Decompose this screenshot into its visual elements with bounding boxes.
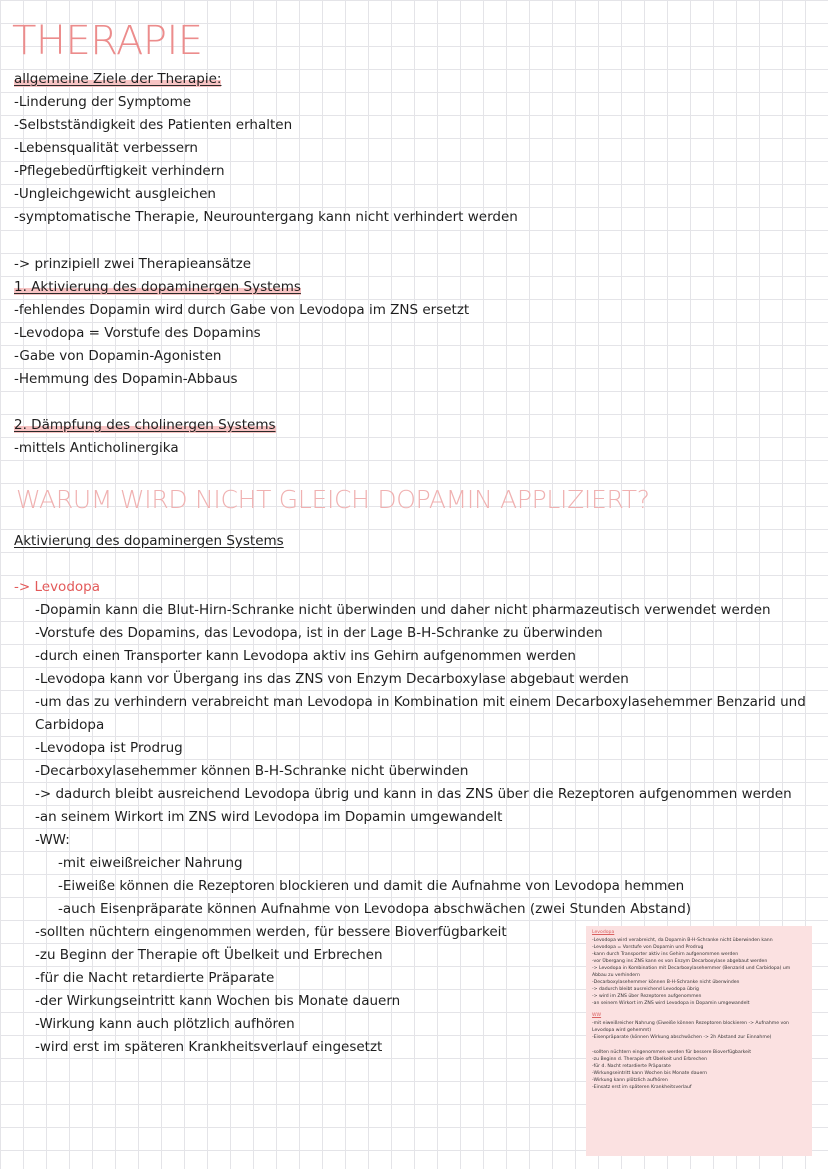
note-ww-heading: WW bbox=[592, 1013, 602, 1018]
note-line: -Decarboxylasehemmer können B-H-Schranke nicht überwinden bbox=[592, 980, 740, 985]
levodopa-item: -WW: bbox=[35, 832, 70, 848]
goal-item: -Ungleichgewicht ausgleichen bbox=[14, 186, 216, 202]
note-ww-line: Levodopa wird gehemmt) bbox=[592, 1028, 651, 1033]
goal-item: -Linderung der Symptome bbox=[14, 94, 192, 110]
final-item: -wird erst im späteren Krankheitsverlauf eingesetzt bbox=[35, 1039, 383, 1055]
levodopa-item: -Decarboxylasehemmer können B-H-Schranke nicht überwinden bbox=[35, 763, 469, 779]
note-final-line: -sollten nüchtern eingenommen werden für bessere Bioverfügbarkeit bbox=[592, 1050, 752, 1055]
ww-item: -Eiweiße können die Rezeptoren blockieren und damit die Aufnahme von Levodopa hemmen bbox=[58, 878, 685, 894]
note-final-line: -für d. Nacht retardierte Präparate bbox=[592, 1064, 671, 1069]
note-final-line: -Einsatz erst im späteren Krankheitsverlauf bbox=[592, 1085, 692, 1090]
levodopa-item: -> dadurch bleibt ausreichend Levodopa übrig und kann in das ZNS über die Rezeptoren aufgenommen werden bbox=[35, 786, 792, 802]
goals-heading: allgemeine Ziele der Therapie: bbox=[14, 71, 222, 87]
approach1-item: -Hemmung des Dopamin-Abbaus bbox=[14, 371, 238, 387]
approach1-item: -Gabe von Dopamin-Agonisten bbox=[14, 348, 222, 364]
note-final-line: -zu Beginn d. Therapie oft Übelkeit und Erbrechen bbox=[592, 1057, 708, 1062]
note-line: Abbau zu verhindern bbox=[592, 973, 640, 978]
levodopa-item: -Levodopa ist Prodrug bbox=[35, 740, 183, 756]
summary-note bbox=[586, 926, 812, 1156]
note-line: -> dadurch bleibt ausreichend Levodopa übrig bbox=[592, 987, 699, 992]
activation-heading: Aktivierung des dopaminergen Systems bbox=[14, 533, 284, 549]
note-line: -> Levodopa in Kombination mit Decarboxylasehemmer (Benzarid und Carbidopa) um bbox=[592, 966, 791, 971]
approach2-item: -mittels Anticholinergika bbox=[14, 440, 179, 456]
note-ww-line: -Eisenpräparate (können Wirkung abschwächen -> 2h Abstand zur Einnahme) bbox=[592, 1035, 772, 1040]
levodopa-item: -an seinem Wirkort im ZNS wird Levodopa im Dopamin umgewandelt bbox=[35, 809, 503, 825]
note-line: -vor Übergang ins ZNS kann es von Enzym Decarboxylase abgebaut werden bbox=[592, 959, 768, 964]
note-line: -kann durch Transporter aktiv ins Gehirn aufgenommen werden bbox=[592, 952, 739, 957]
note-line: -Levodopa wird verabreicht, da Dopamin B-H-Schranke nicht überwinden kann bbox=[592, 938, 773, 943]
final-item: -der Wirkungseintritt kann Wochen bis Monate dauern bbox=[35, 993, 401, 1009]
final-item: -sollten nüchtern eingenommen werden, für bessere Bioverfügbarkeit bbox=[35, 924, 507, 940]
levodopa-item: -Dopamin kann die Blut-Hirn-Schranke nicht überwinden und daher nicht pharmazeutisch verwendet werden bbox=[35, 602, 771, 618]
approach1-item: -fehlendes Dopamin wird durch Gabe von Levodopa im ZNS ersetzt bbox=[14, 302, 470, 318]
levodopa-label: -> Levodopa bbox=[14, 579, 100, 595]
goal-item: -Selbstständigkeit des Patienten erhalten bbox=[14, 117, 293, 133]
levodopa-item: Carbidopa bbox=[35, 717, 105, 733]
note-ww-line: -mit eiweißreicher Nahrung (Eiweiße können Rezeptoren blockieren -> Aufnahme von bbox=[592, 1021, 789, 1026]
ww-item: -mit eiweißreicher Nahrung bbox=[58, 855, 243, 871]
question-heading: WARUM WIRD NICHT GLEICH DOPAMIN APPLIZIERT? bbox=[16, 485, 650, 514]
goal-item: -symptomatische Therapie, Neurountergang kann nicht verhindert werden bbox=[14, 209, 518, 225]
note-line: -Levodopa = Vorstufe von Dopamin und Prodrug bbox=[592, 945, 704, 950]
approaches-intro: -> prinzipiell zwei Therapieansätze bbox=[14, 256, 252, 272]
levodopa-item: -Levodopa kann vor Übergang ins das ZNS von Enzym Decarboxylase abgebaut werden bbox=[35, 671, 629, 687]
page-title: THERAPIE bbox=[12, 18, 203, 64]
note-line: -an seinem Wirkort im ZNS wird Levodopa in Dopamin umgewandelt bbox=[592, 1001, 750, 1006]
note-heading: Levodopa bbox=[592, 930, 615, 935]
note-line: -> wird im ZNS über Rezeptoren aufgenommen bbox=[592, 994, 702, 999]
levodopa-item: -Vorstufe des Dopamins, das Levodopa, ist in der Lage B-H-Schranke zu überwinden bbox=[35, 625, 603, 641]
note-final-line: -Wirkung kann plötzlich aufhören bbox=[592, 1078, 668, 1083]
approach1-heading: 1. Aktivierung des dopaminergen Systems bbox=[14, 279, 301, 295]
final-item: -zu Beginn der Therapie oft Übelkeit und Erbrechen bbox=[35, 947, 383, 963]
ww-item: -auch Eisenpräparate können Aufnahme von Levodopa abschwächen (zwei Stunden Abstand) bbox=[58, 901, 692, 917]
goal-item: -Pflegebedürftigkeit verhindern bbox=[14, 163, 225, 179]
approach1-item: -Levodopa = Vorstufe des Dopamins bbox=[14, 325, 261, 341]
note-final-line: -Wirkungseintritt kann Wochen bis Monate dauern bbox=[592, 1071, 707, 1076]
approach2-heading: 2. Dämpfung des cholinergen Systems bbox=[14, 417, 276, 433]
levodopa-item: -um das zu verhindern verabreicht man Levodopa in Kombination mit einem Decarboxylasehemmer Benzarid und bbox=[35, 694, 806, 710]
final-item: -Wirkung kann auch plötzlich aufhören bbox=[35, 1016, 295, 1032]
final-item: -für die Nacht retardierte Präparate bbox=[35, 970, 275, 986]
goal-item: -Lebensqualität verbessern bbox=[14, 140, 198, 156]
levodopa-item: -durch einen Transporter kann Levodopa aktiv ins Gehirn aufgenommen werden bbox=[35, 648, 576, 664]
